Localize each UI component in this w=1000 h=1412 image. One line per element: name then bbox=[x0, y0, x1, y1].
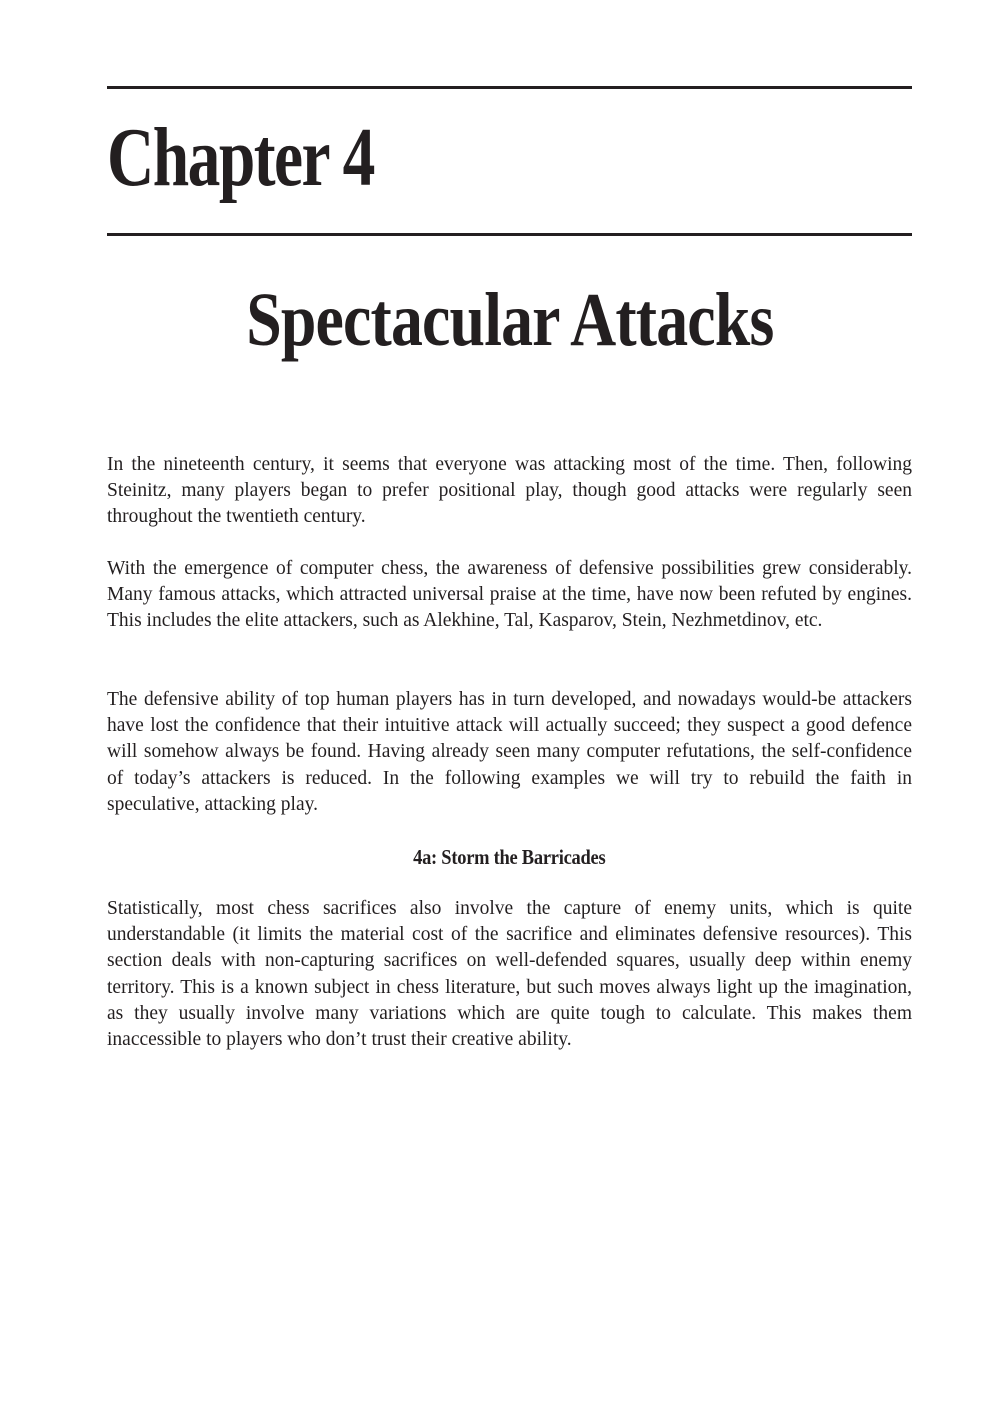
section-paragraph: Statistically, most chess sacrifices also involve the capture of enemy units, which is quite understandable (it limits the material cost of the sacrifice and eliminates defensive resources). This section deals with non-capturing sacrifices on well-defended squares, usually deep within enemy territory. This is a known subject in chess literature, but such moves always light up the imagination, as they usually involve many variations which are quite tough to calculate. This makes them inaccessible to players who don’t trust their creative ability. bbox=[107, 898, 912, 1051]
chapter-title bbox=[107, 270, 912, 370]
chapter-bottom-rule bbox=[107, 233, 912, 236]
book-page bbox=[107, 0, 912, 1412]
intro-paragraph-3: The defensive ability of top human players has in turn developed, and nowadays would-be attackers have lost the confidence that their intuitive attack will actually succeed; they suspect a good defence will somehow always be found. Having already seen many computer refutations, the self-confidence of today’s attackers is reduced. In the following examples we will try to rebuild the faith in speculative, attacking play. bbox=[107, 689, 912, 815]
chapter-label: Chapter 4 bbox=[107, 111, 374, 204]
intro-paragraph-2: With the emergence of computer chess, the awareness of defensive possibilities grew considerably. Many famous attacks, which attracted universal praise at the time, have now been refuted by engines. This includes the elite attackers, such as Alekhine, Tal, Kasparov, Stein, Nezhmetdinov, etc. bbox=[107, 558, 912, 632]
intro-paragraph-1: In the nineteenth century, it seems that everyone was attacking most of the time. Then, following Steinitz, many players began to prefer positional play, though good attacks were regularly seen throughout the twentieth century. bbox=[107, 454, 912, 528]
section-heading-text: 4a: Storm the Barricades bbox=[413, 845, 606, 869]
section-heading bbox=[107, 842, 912, 872]
chapter-top-rule bbox=[107, 86, 912, 89]
chapter-title-text: Spectacular Attacks bbox=[245, 278, 774, 362]
